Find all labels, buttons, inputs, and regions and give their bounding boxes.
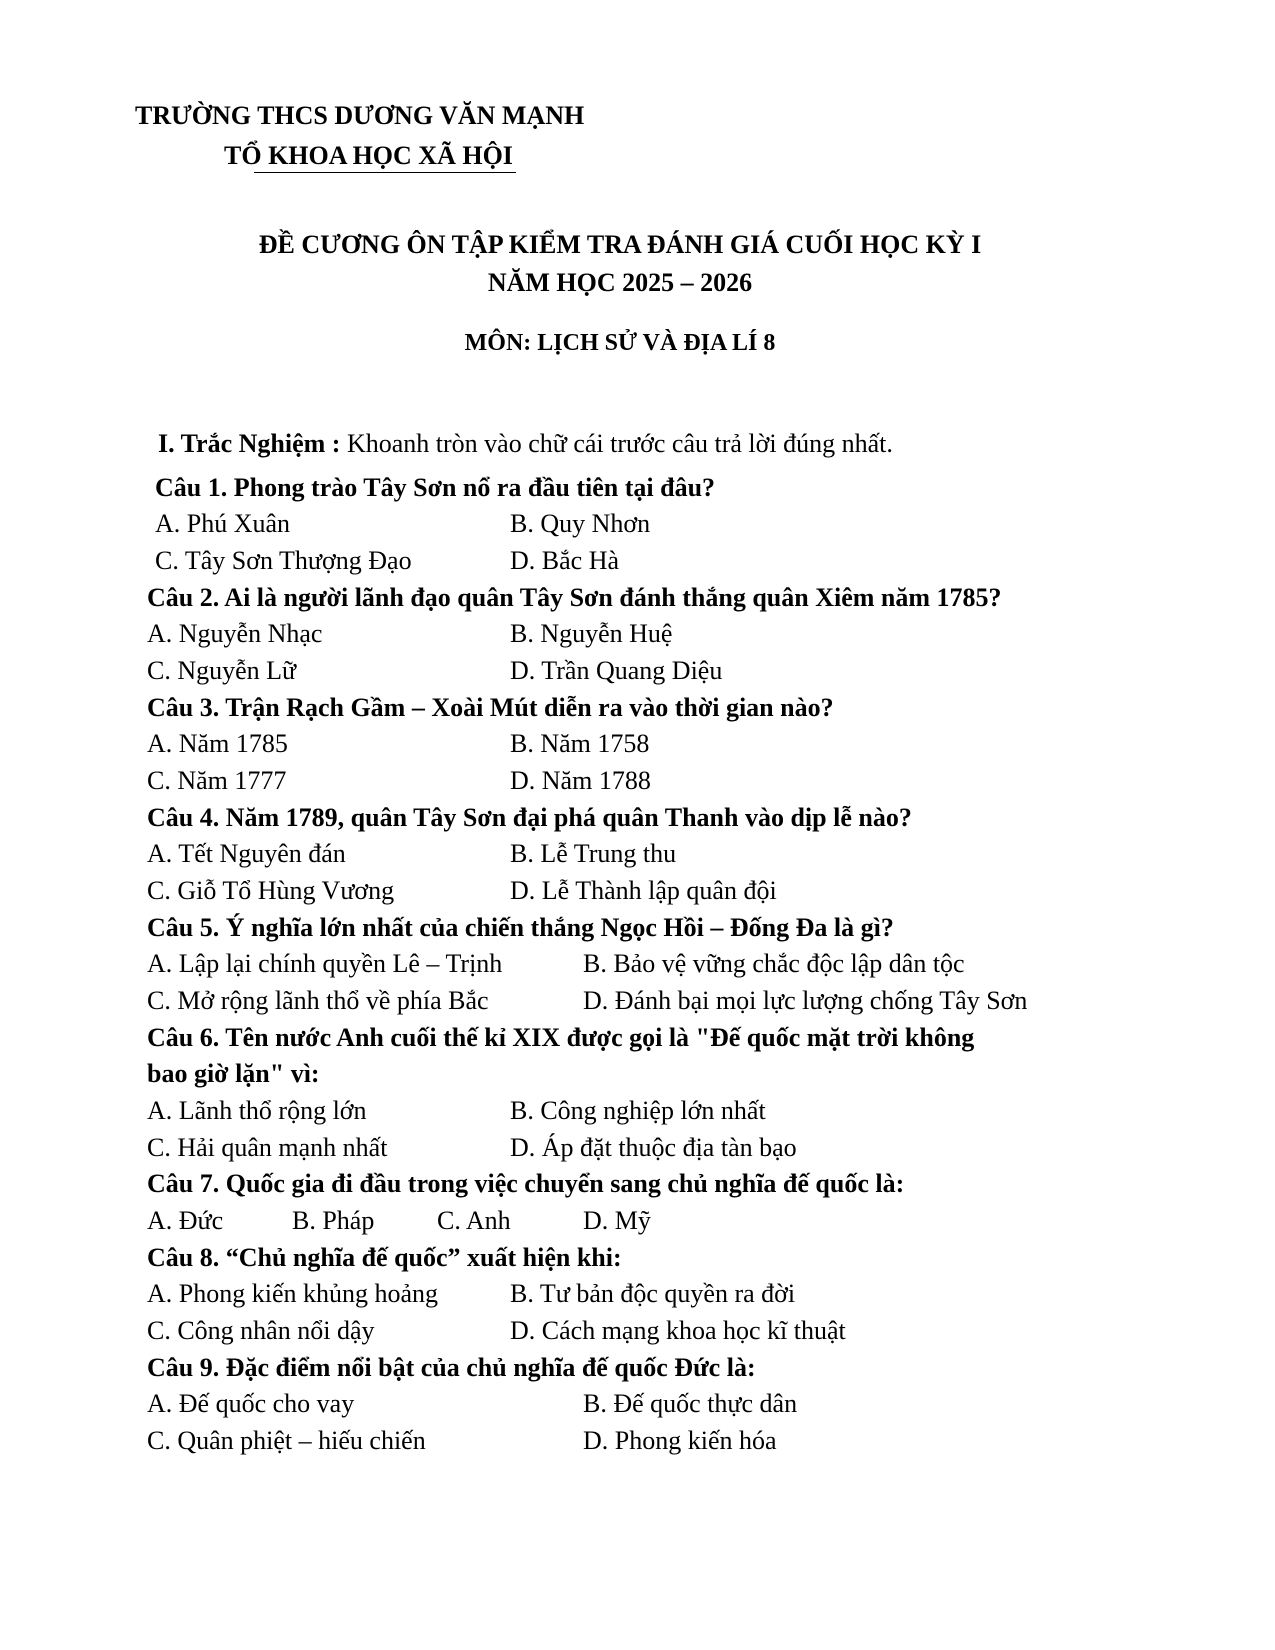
q4-option-a: A. Tết Nguyên đán bbox=[147, 839, 346, 868]
section-label: I. Trắc Nghiệm : bbox=[158, 429, 341, 458]
q7-option-b: B. Pháp bbox=[292, 1206, 375, 1235]
question-6-continued: bao giờ lặn" vì: bbox=[147, 1059, 320, 1088]
question-6: Câu 6. Tên nước Anh cuối thế kỉ XIX được gọi là "Đế quốc mặt trời không bbox=[147, 1023, 975, 1052]
q4-option-c: C. Giỗ Tổ Hùng Vương bbox=[147, 876, 395, 905]
section-instruction: Khoanh tròn vào chữ cái trước câu trả lời đúng nhất. bbox=[340, 429, 893, 458]
q9-option-c: C. Quân phiệt – hiếu chiến bbox=[147, 1426, 426, 1455]
q1-option-a: A. Phú Xuân bbox=[155, 509, 291, 538]
q8-option-a: A. Phong kiến khủng hoảng bbox=[147, 1279, 439, 1308]
q6-option-d: D. Áp đặt thuộc địa tàn bạo bbox=[510, 1133, 797, 1162]
q5-option-c: C. Mở rộng lãnh thổ về phía Bắc bbox=[147, 986, 489, 1015]
q7-option-d: D. Mỹ bbox=[583, 1206, 651, 1235]
q2-option-a: A. Nguyễn Nhạc bbox=[147, 619, 323, 648]
question-5: Câu 5. Ý nghĩa lớn nhất của chiến thắng Ngọc Hồi – Đống Đa là gì? bbox=[147, 913, 894, 942]
q1-option-b: B. Quy Nhơn bbox=[510, 509, 651, 538]
department-name: TỔ KHOA HỌC XÃ HỘI bbox=[224, 141, 513, 170]
q2-option-d: D. Trần Quang Diệu bbox=[510, 656, 723, 685]
q3-option-c: C. Năm 1777 bbox=[147, 766, 287, 795]
question-8: Câu 8. “Chủ nghĩa đế quốc” xuất hiện khi: bbox=[147, 1243, 622, 1272]
subject-title: MÔN: LỊCH SỬ VÀ ĐỊA LÍ 8 bbox=[464, 330, 776, 356]
q1-option-d: D. Bắc Hà bbox=[510, 546, 620, 575]
question-3: Câu 3. Trận Rạch Gầm – Xoài Mút diễn ra vào thời gian nào? bbox=[147, 693, 834, 722]
q9-option-b: B. Đế quốc thực dân bbox=[583, 1389, 798, 1418]
q6-option-b: B. Công nghiệp lớn nhất bbox=[510, 1096, 766, 1125]
q2-option-b: B. Nguyễn Huệ bbox=[510, 619, 673, 648]
q8-option-c: C. Công nhân nổi dậy bbox=[147, 1316, 375, 1345]
q5-option-d: D. Đánh bại mọi lực lượng chống Tây Sơn bbox=[583, 986, 1028, 1015]
q7-option-a: A. Đức bbox=[147, 1206, 224, 1235]
q5-option-b: B. Bảo vệ vững chắc độc lập dân tộc bbox=[583, 949, 965, 978]
q7-option-c: C. Anh bbox=[437, 1206, 511, 1235]
question-9: Câu 9. Đặc điểm nổi bật của chủ nghĩa đế quốc Đức là: bbox=[147, 1353, 756, 1382]
q6-option-c: C. Hải quân mạnh nhất bbox=[147, 1133, 388, 1162]
section-heading bbox=[158, 428, 893, 460]
document-title: ĐỀ CƯƠNG ÔN TẬP KIỂM TRA ĐÁNH GIÁ CUỐI HỌC KỲ I bbox=[258, 230, 982, 259]
q9-option-d: D. Phong kiến hóa bbox=[583, 1426, 777, 1455]
question-4: Câu 4. Năm 1789, quân Tây Sơn đại phá quân Thanh vào dịp lễ nào? bbox=[147, 803, 912, 832]
q4-option-d: D. Lễ Thành lập quân đội bbox=[510, 876, 777, 905]
q8-option-d: D. Cách mạng khoa học kĩ thuật bbox=[510, 1316, 846, 1345]
question-2: Câu 2. Ai là người lãnh đạo quân Tây Sơn đánh thắng quân Xiêm năm 1785? bbox=[147, 583, 1002, 612]
q2-option-c: C. Nguyễn Lữ bbox=[147, 656, 297, 685]
q4-option-b: B. Lễ Trung thu bbox=[510, 839, 677, 868]
q5-option-a: A. Lập lại chính quyền Lê – Trịnh bbox=[147, 949, 503, 978]
q9-option-a: A. Đế quốc cho vay bbox=[147, 1389, 355, 1418]
q6-option-a: A. Lãnh thổ rộng lớn bbox=[147, 1096, 367, 1125]
question-7: Câu 7. Quốc gia đi đầu trong việc chuyển sang chủ nghĩa đế quốc là: bbox=[147, 1169, 905, 1198]
q3-option-d: D. Năm 1788 bbox=[510, 766, 651, 795]
school-name: TRƯỜNG THCS DƯƠNG VĂN MẠNH bbox=[135, 101, 585, 130]
q3-option-a: A. Năm 1785 bbox=[147, 729, 288, 758]
question-1: Câu 1. Phong trào Tây Sơn nổ ra đầu tiên tại đâu? bbox=[155, 473, 716, 502]
q8-option-b: B. Tư bản độc quyền ra đời bbox=[510, 1279, 796, 1308]
department-underline bbox=[254, 172, 516, 173]
q3-option-b: B. Năm 1758 bbox=[510, 729, 650, 758]
school-year: NĂM HỌC 2025 – 2026 bbox=[487, 268, 753, 297]
q1-option-c: C. Tây Sơn Thượng Đạo bbox=[155, 546, 412, 575]
